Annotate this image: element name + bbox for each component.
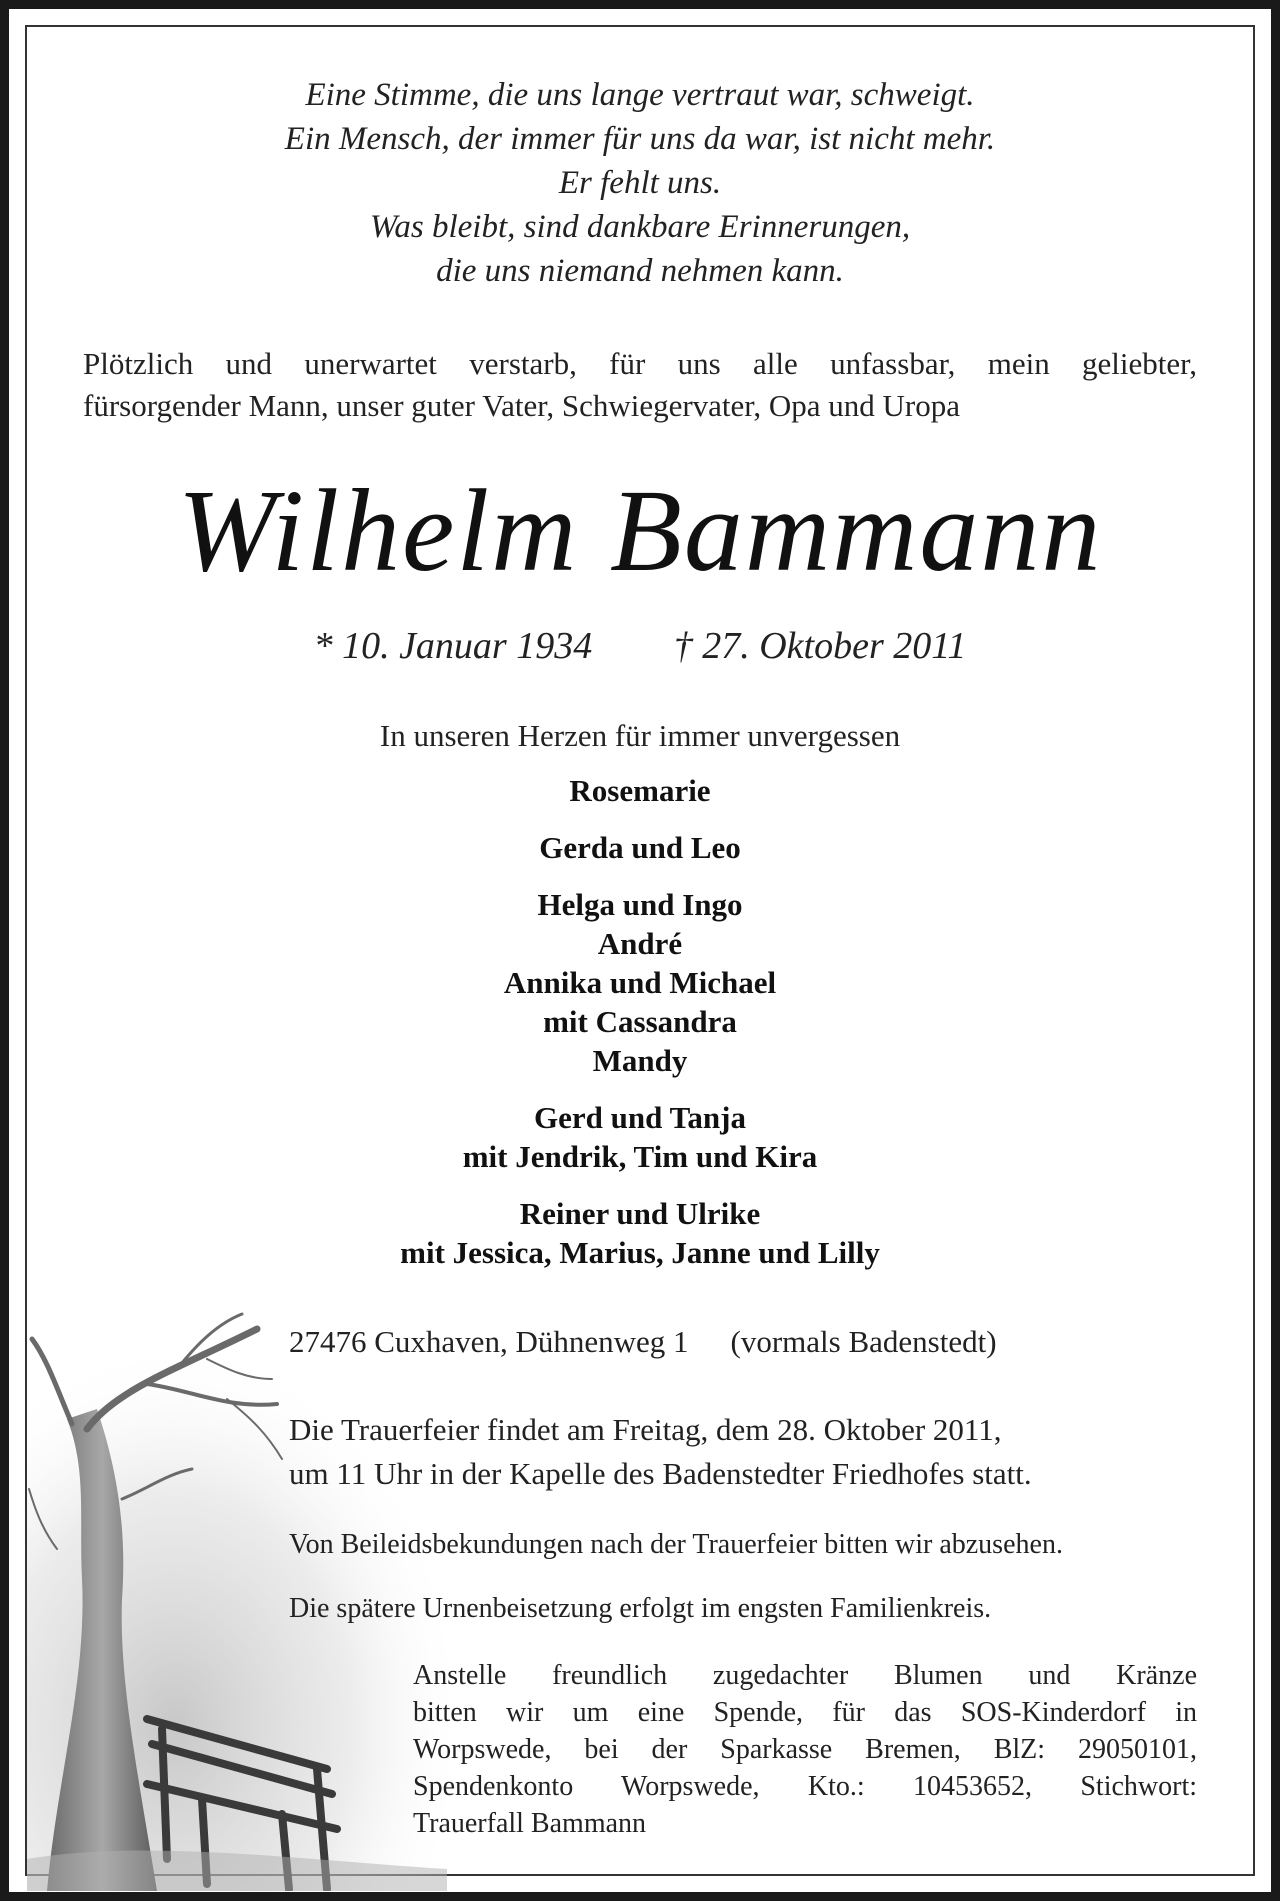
donation-line: Trauerfall Bammann [413,1808,647,1839]
poem-line: die uns niemand nehmen kann. [436,253,844,289]
family-member: Rosemarie [569,773,711,808]
family-member: Helga und Ingo [537,887,743,922]
donation-line: bitten wir um eine Spende, für das SOS-Kinderdorf in [413,1697,1197,1728]
family-member: Reiner und Ulrike [519,1196,761,1231]
memory-line: In unseren Herzen für immer unvergessen [379,718,901,753]
birth-date: * 10. Januar 1934 [313,625,593,667]
death-date: † 27. Oktober 2011 [673,625,967,667]
family-member: Mandy [592,1043,688,1078]
family-member: Gerda und Leo [539,830,741,865]
family-member: mit Cassandra [543,1004,737,1039]
intro-line: Plötzlich und unerwartet verstarb, für uns alle unfassbar, mein geliebter, [83,346,1197,381]
condolence-note: Von Beileidsbekundungen nach der Trauerfeier bitten wir abzusehen. [289,1529,1063,1560]
poem [9,73,1271,293]
family-list [9,771,1271,1290]
intro-line: fürsorgender Mann, unser guter Vater, Schwiegervater, Opa und Uropa [83,388,961,423]
donation-request [413,1657,1197,1842]
family-group [9,771,1271,810]
family-member: Annika und Michael [503,965,777,1000]
address-street: 27476 Cuxhaven, Dühnenweg 1 [289,1324,689,1359]
life-dates [9,621,1271,671]
ceremony-line: Die Trauerfeier findet am Freitag, dem 28. Oktober 2011, [289,1412,1002,1447]
deceased-name: Wilhelm Bammann [177,465,1103,596]
poem-line: Eine Stimme, die uns lange vertraut war, schweigt. [305,77,975,113]
ceremony-line: um 11 Uhr in der Kapelle des Badenstedter Friedhofes statt. [289,1456,1032,1491]
intro-text [83,343,1197,427]
family-member: André [597,926,683,961]
poem-line: Was bleibt, sind dankbare Erinnerungen, [369,209,911,245]
address-former: (vormals Badenstedt) [730,1324,997,1359]
family-group [9,1098,1271,1176]
family-group [9,828,1271,867]
burial-note: Die spätere Urnenbeisetzung erfolgt im engsten Familienkreis. [289,1593,992,1624]
family-group [9,885,1271,1080]
donation-line: Anstelle freundlich zugedachter Blumen und Kränze [413,1660,1197,1691]
family-group [9,1194,1271,1272]
address [289,1321,997,1363]
family-member: Gerd und Tanja [534,1100,746,1135]
donation-line: Worpswede, bei der Sparkasse Bremen, BlZ: 29050101, [413,1734,1197,1765]
family-member: mit Jessica, Marius, Janne und Lilly [400,1235,880,1270]
poem-line: Er fehlt uns. [558,165,722,201]
donation-line: Spendenkonto Worpswede, Kto.: 10453652, Stichwort: [413,1771,1197,1802]
poem-line: Ein Mensch, der immer für uns da war, ist nicht mehr. [284,121,996,157]
family-member: mit Jendrik, Tim und Kira [462,1139,818,1174]
ceremony-info [289,1408,1032,1496]
